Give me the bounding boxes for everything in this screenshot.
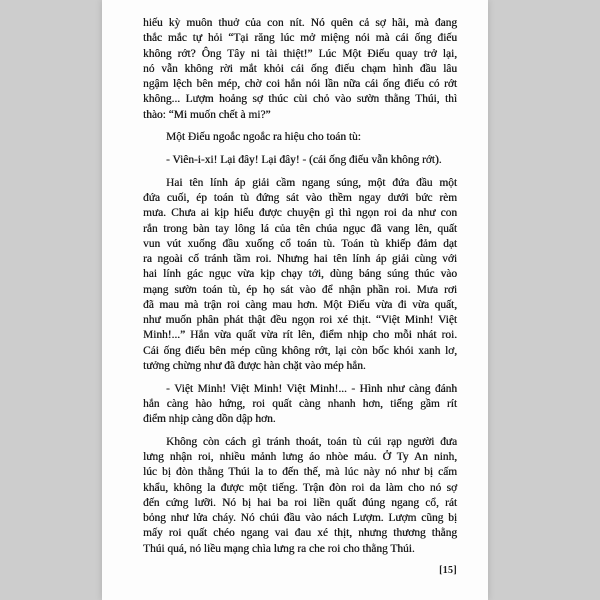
page-number: [15] (439, 565, 457, 576)
text-line: nó vẫn không rời mắt khỏi cái ống điếu chạm hình đầu lâu (143, 62, 457, 75)
paragraph (143, 176, 457, 374)
text-line: không... Lượm hoảng sợ thúc cùi chỏ vào sườn thằng Thúi, thì (143, 93, 457, 106)
page-text-column (143, 16, 457, 557)
text-line: hiếu kỳ muôn thuở của con nít. Nó quên cả sợ hãi, mà đang (143, 17, 457, 29)
text-line: rắn trong bàn tay lông lá của tên chúa ngục đã vang lên, quất (143, 222, 457, 235)
text-line: ngậm lệch bên mép, chờ coi hắn nói lần nữa cái ống điếu có rớt (143, 78, 457, 90)
paragraph (143, 153, 457, 168)
text-line: mưa. Chưa ai kịp hiểu được chuyện gì thì ngọn roi da như con (143, 207, 457, 220)
paragraph (143, 16, 457, 123)
text-line: lúc bị đòn thằng Thúi la to đến thế, mà lúc này nó như bị cấm (143, 466, 457, 479)
text-line: thắc mắc tự hỏi “Tại răng lúc mở miệng nói mà cái ống điếu (143, 32, 457, 45)
paragraph (143, 435, 457, 557)
text-line: Một Điếu ngoắc ngoắc ra hiệu cho toán tù: (166, 131, 361, 144)
text-line: Thúi quá, nó liều mạng chìa lưng ra che roi cho thằng Thúi. (143, 542, 415, 555)
text-line: không rớt? Ông Tây ni tài thiệt!” Lúc Một Điếu quay trở lại, (143, 47, 457, 60)
text-line: tưởng chừng như đã được hàn chặt vào mép hắn. (143, 359, 366, 372)
text-line: - Việt Minh! Việt Minh! Việt Minh!... - Hình như càng đánh (166, 382, 457, 395)
text-line: đứa cuối, ép toán tù đứng sát vào thềm ngay dưới bức rèm (143, 192, 457, 204)
text-line: Cái ống điếu bên mép cũng không rớt, lại còn bốc khói xanh lơ, (143, 344, 457, 357)
text-line: mấy roi quất chéo ngang vai đau xé thịt, nhưng thương thằng (143, 527, 457, 540)
text-line: đến cứng lưỡi. Nó bị hai ba roi liền quất đúng ngang cổ, rát (143, 496, 457, 509)
text-line: hắn càng hào hứng, roi quất càng nhanh hơn, tiếng gầm rít (143, 397, 457, 410)
text-line: lưng nhận roi, nhiều mảnh lưng áo nhòe máu. Ở Ty An ninh, (143, 451, 457, 463)
text-line: vun vút xuống đầu xuống cổ toán tù. Toán tù khiếp đảm dạt (143, 237, 457, 250)
text-line: Hai tên lính áp giải cầm ngang súng, một đứa đầu một (166, 176, 457, 189)
text-line: khẩu, không la được một tiếng. Trận đòn roi da làm cho nó sợ (143, 481, 457, 494)
text-line: mạng sườn toán tù, ép họ sát vào để nhận phần roi. Mưa rơi (143, 283, 457, 296)
book-page (102, 0, 488, 600)
text-line: đã mau mà trận roi càng mau hơn. Một Điếu vừa đi vừa quất, (143, 298, 457, 311)
text-line: bỏng như lửa cháy. Nó chúi đầu vào nách Lượm. Lượm cũng bị (143, 512, 457, 524)
text-line: thào: “Mi muốn chết à mi?” (143, 108, 271, 121)
text-line: ra ngoài cố tránh tầm roi. Nhưng hai tên lính áp giải cùng với (143, 253, 457, 265)
text-line: - Viên-i-xi! Lại đây! Lại đây! - (cái ống điếu vẫn không rớt). (166, 154, 442, 166)
paragraph (143, 382, 457, 428)
text-line: Minh!...” Hắn vừa quất vừa rít lên, điểm nhịp cho mỗi nhát roi. (143, 329, 457, 342)
text-line: hai lính gác ngục vừa kịp chạy tới, dùng báng súng thúc vào (143, 268, 457, 281)
text-line: như muốn phân phát thật đều ngọn roi xé thịt. “Việt Minh! Việt (143, 314, 457, 326)
text-line: Không còn cách gì tránh thoát, toán tù cúi rạp người đưa (166, 435, 457, 448)
text-line: điểm nhịp càng dồn dập hơn. (143, 413, 276, 425)
paragraph (143, 130, 457, 145)
